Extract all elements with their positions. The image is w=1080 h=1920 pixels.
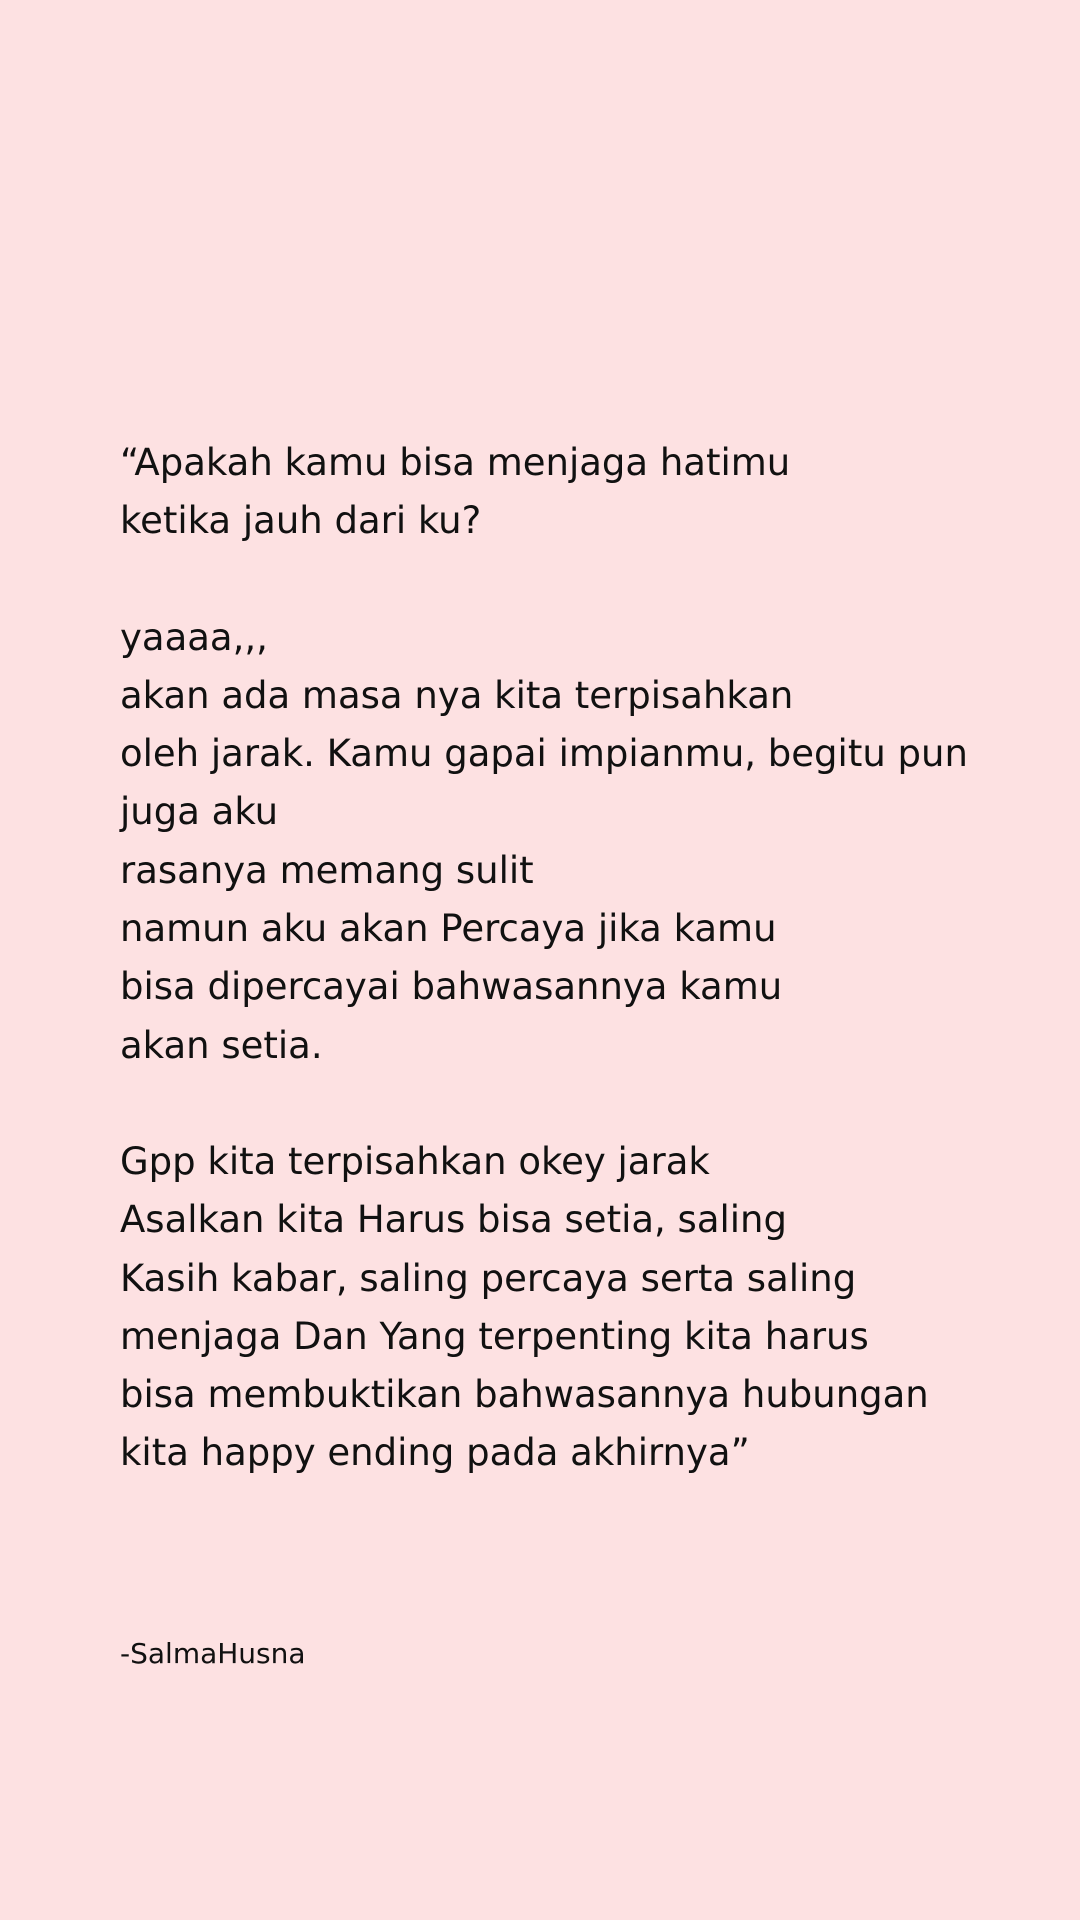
quote-line: juga aku — [120, 790, 279, 834]
stanza-1 — [120, 434, 1020, 551]
quote-line: menjaga Dan Yang terpenting kita harus — [120, 1314, 869, 1358]
quote-line: akan ada masa nya kita terpisahkan — [120, 673, 794, 717]
quote-line: oleh jarak. Kamu gapai impianmu, begitu pun — [120, 732, 968, 776]
quote-line: kita happy ending pada akhirnya” — [120, 1431, 750, 1475]
quote-line: namun aku akan Percaya jika kamu — [120, 907, 777, 951]
quote-line: “Apakah kamu bisa menjaga hatimu — [120, 441, 791, 484]
quote-line: akan setia. — [120, 1023, 323, 1067]
stanza-2 — [120, 609, 1020, 1075]
quote-line: bisa membuktikan bahwasannya hubungan — [120, 1373, 929, 1417]
author-signature: -SalmaHusna — [120, 1637, 306, 1670]
quote-line: rasanya memang sulit — [120, 848, 534, 892]
quote-text — [120, 434, 1020, 1541]
quote-line: Gpp kita terpisahkan okey jarak — [120, 1139, 710, 1183]
quote-line: ketika jauh dari ku? — [120, 499, 482, 543]
quote-line: yaaaa,,, — [120, 615, 268, 659]
stanza-3 — [120, 1133, 1020, 1483]
quote-line: bisa dipercayai bahwasannya kamu — [120, 965, 783, 1009]
quote-line: Asalkan kita Harus bisa setia, saling — [120, 1198, 787, 1242]
quote-line: Kasih kabar, saling percaya serta saling — [120, 1256, 857, 1300]
